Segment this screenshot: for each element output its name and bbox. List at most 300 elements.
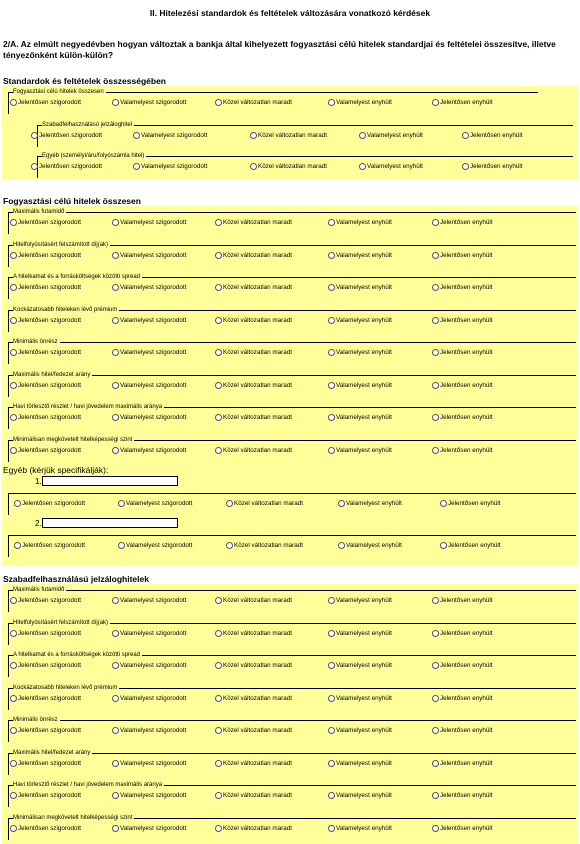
radio-option-label: Jelentősen enyhült bbox=[440, 349, 493, 356]
radio-option[interactable] bbox=[215, 382, 292, 390]
radio-option[interactable] bbox=[112, 630, 186, 638]
radio-option-label: Jelentősen enyhült bbox=[440, 727, 493, 734]
radio-option[interactable] bbox=[10, 382, 81, 390]
radio-option[interactable] bbox=[10, 727, 81, 735]
radio-option-label: Valamelyest enyhült bbox=[336, 694, 392, 702]
radio-option-label: Valamelyest szigorodott bbox=[120, 381, 187, 389]
radio-option-label: Közel változatlan maradt bbox=[234, 500, 303, 507]
radio-option[interactable] bbox=[31, 163, 102, 171]
radio-option-label: Jelentősen enyhült bbox=[448, 500, 501, 507]
radio-option[interactable] bbox=[14, 500, 85, 508]
group-border bbox=[8, 818, 9, 840]
radio-button-icon[interactable] bbox=[10, 662, 17, 669]
radio-option[interactable] bbox=[10, 317, 81, 325]
group-line bbox=[8, 590, 576, 591]
radio-option[interactable] bbox=[10, 825, 81, 833]
radio-option[interactable] bbox=[112, 760, 186, 768]
radio-option-label: Valamelyest szigorodott bbox=[120, 99, 187, 106]
radio-option[interactable] bbox=[10, 414, 81, 422]
radio-button-icon[interactable] bbox=[112, 597, 119, 604]
radio-button-icon[interactable] bbox=[328, 760, 335, 767]
radio-button-icon[interactable] bbox=[432, 727, 439, 734]
radio-button-icon[interactable] bbox=[432, 792, 439, 799]
radio-button-icon[interactable] bbox=[328, 317, 335, 324]
radio-option-label: Jelentősen szigorodott bbox=[18, 99, 82, 106]
radio-option-label: Valamelyest szigorodott bbox=[120, 446, 187, 454]
radio-option[interactable] bbox=[10, 792, 81, 800]
radio-option[interactable] bbox=[250, 163, 327, 171]
radio-button-icon[interactable] bbox=[10, 317, 17, 324]
radio-option-label: Valamelyest enyhült bbox=[336, 759, 392, 767]
radio-option[interactable] bbox=[10, 284, 81, 292]
question-text: 2/A. Az elmúlt negyedévben hogyan változtak a bankja által kihelyezett fogyasztási célú hitelek standardjai és feltételei összesítve, illetve tényezőnként külön-külön? bbox=[3, 39, 556, 60]
radio-button-icon[interactable] bbox=[328, 219, 335, 226]
radio-option-label: Valamelyest szigorodott bbox=[120, 694, 187, 702]
radio-button-icon[interactable] bbox=[10, 597, 17, 604]
radio-button-icon[interactable] bbox=[112, 630, 119, 637]
radio-option[interactable] bbox=[432, 414, 493, 422]
radio-button-icon[interactable] bbox=[432, 349, 439, 356]
radio-option[interactable] bbox=[328, 252, 392, 260]
radio-button-icon[interactable] bbox=[112, 317, 119, 324]
radio-button-icon[interactable] bbox=[462, 132, 469, 139]
radio-button-icon[interactable] bbox=[112, 382, 119, 389]
radio-option[interactable] bbox=[328, 317, 392, 325]
radio-option[interactable] bbox=[328, 825, 392, 833]
radio-option-label: Valamelyest enyhült bbox=[367, 132, 423, 139]
radio-button-icon[interactable] bbox=[440, 542, 447, 549]
radio-option[interactable] bbox=[215, 252, 292, 260]
radio-option[interactable] bbox=[328, 284, 392, 292]
radio-button-icon[interactable] bbox=[226, 542, 233, 549]
consumer-factor-1 bbox=[8, 241, 576, 269]
radio-button-icon[interactable] bbox=[112, 447, 119, 454]
radio-button-icon[interactable] bbox=[10, 695, 17, 702]
radio-button-icon[interactable] bbox=[432, 382, 439, 389]
radio-option[interactable] bbox=[432, 284, 493, 292]
radio-option[interactable] bbox=[328, 219, 392, 227]
radio-button-icon[interactable] bbox=[10, 825, 17, 832]
other-item-2-options bbox=[8, 531, 576, 559]
radio-button-icon[interactable] bbox=[432, 760, 439, 767]
radio-button-icon[interactable] bbox=[432, 284, 439, 291]
radio-option[interactable] bbox=[226, 500, 303, 508]
radio-option[interactable] bbox=[338, 542, 402, 550]
mortgage-factor-7 bbox=[8, 814, 576, 842]
radio-option[interactable] bbox=[112, 727, 186, 735]
radio-option-label: Valamelyest szigorodott bbox=[120, 349, 187, 356]
radio-option-label: Valamelyest szigorodott bbox=[126, 500, 193, 507]
mortgage-factor-0 bbox=[8, 586, 576, 614]
radio-option[interactable] bbox=[31, 132, 102, 140]
radio-option[interactable] bbox=[215, 825, 292, 833]
radio-option-label: Jelentősen szigorodott bbox=[18, 662, 82, 669]
radio-button-icon[interactable] bbox=[10, 792, 17, 799]
radio-option-label: Valamelyest enyhült bbox=[336, 99, 392, 106]
group-label: Egyéb (személyi/áru/folyószámla hitel) bbox=[42, 153, 145, 159]
radio-option[interactable] bbox=[328, 447, 392, 455]
radio-button-icon[interactable] bbox=[10, 99, 17, 106]
radio-button-icon[interactable] bbox=[440, 500, 447, 507]
radio-button-icon[interactable] bbox=[215, 99, 222, 106]
radio-button-icon[interactable] bbox=[10, 219, 17, 226]
radio-option[interactable] bbox=[328, 792, 392, 800]
group-border bbox=[8, 655, 9, 677]
radio-button-icon[interactable] bbox=[432, 447, 439, 454]
radio-button-icon[interactable] bbox=[112, 760, 119, 767]
radio-option-label: Valamelyest enyhült bbox=[336, 446, 392, 454]
radio-option[interactable] bbox=[10, 760, 81, 768]
radio-button-icon[interactable] bbox=[215, 414, 222, 421]
group-mortgage bbox=[37, 121, 573, 149]
radio-button-icon[interactable] bbox=[328, 349, 335, 356]
radio-button-icon[interactable] bbox=[359, 132, 366, 139]
radio-option[interactable] bbox=[10, 349, 81, 357]
other-title: Egyéb (kérjük specifikálják): bbox=[3, 465, 109, 475]
other-item-1-options bbox=[8, 489, 576, 517]
radio-button-icon[interactable] bbox=[215, 349, 222, 356]
radio-button-icon[interactable] bbox=[432, 597, 439, 604]
radio-option-label: Valamelyest enyhült bbox=[367, 163, 423, 170]
radio-button-icon[interactable] bbox=[328, 99, 335, 106]
radio-option[interactable] bbox=[215, 630, 292, 638]
radio-option-label: Közel változatlan maradt bbox=[223, 824, 292, 832]
radio-option[interactable] bbox=[10, 695, 81, 703]
radio-button-icon[interactable] bbox=[10, 630, 17, 637]
radio-option[interactable] bbox=[432, 695, 493, 703]
radio-option[interactable] bbox=[462, 163, 523, 171]
radio-option[interactable] bbox=[215, 727, 292, 735]
page-title: II. Hitelezési standardok és feltételek változására vonatkozó kérdések bbox=[149, 8, 431, 18]
radio-option-label: Valamelyest szigorodott bbox=[120, 219, 187, 226]
radio-button-icon[interactable] bbox=[328, 662, 335, 669]
radio-button-icon[interactable] bbox=[328, 792, 335, 799]
radio-button-icon[interactable] bbox=[328, 695, 335, 702]
radio-button-icon[interactable] bbox=[432, 317, 439, 324]
radio-button-icon[interactable] bbox=[432, 630, 439, 637]
radio-button-icon[interactable] bbox=[215, 760, 222, 767]
radio-button-icon[interactable] bbox=[10, 760, 17, 767]
radio-option[interactable] bbox=[432, 382, 493, 390]
radio-option-label: Jelentősen szigorodott bbox=[18, 824, 82, 832]
radio-button-icon[interactable] bbox=[31, 163, 38, 170]
radio-button-icon[interactable] bbox=[112, 662, 119, 669]
radio-button-icon[interactable] bbox=[328, 727, 335, 734]
radio-button-icon[interactable] bbox=[432, 825, 439, 832]
group-label: Fogyasztási célú hitelek összesen bbox=[13, 89, 104, 95]
radio-option-label: Valamelyest enyhült bbox=[336, 662, 392, 669]
radio-button-icon[interactable] bbox=[112, 695, 119, 702]
radio-option[interactable] bbox=[328, 414, 392, 422]
radio-option[interactable] bbox=[112, 284, 186, 292]
group-border bbox=[8, 623, 9, 645]
radio-button-icon[interactable] bbox=[328, 825, 335, 832]
radio-option[interactable] bbox=[432, 760, 493, 768]
radio-option[interactable] bbox=[215, 597, 292, 605]
radio-option-label: Jelentősen szigorodott bbox=[18, 694, 82, 702]
radio-option[interactable] bbox=[432, 792, 493, 800]
radio-button-icon[interactable] bbox=[133, 163, 140, 170]
mortgage-factor-1 bbox=[8, 619, 576, 647]
radio-option[interactable] bbox=[215, 760, 292, 768]
radio-button-icon[interactable] bbox=[10, 252, 17, 259]
radio-option[interactable] bbox=[215, 662, 292, 670]
radio-button-icon[interactable] bbox=[10, 382, 17, 389]
radio-button-icon[interactable] bbox=[215, 447, 222, 454]
radio-option-label: Jelentősen enyhült bbox=[440, 219, 493, 226]
radio-option[interactable] bbox=[432, 597, 493, 605]
radio-option[interactable] bbox=[359, 163, 423, 171]
radio-option[interactable] bbox=[112, 382, 186, 390]
radio-option[interactable] bbox=[328, 382, 392, 390]
radio-option-label: Valamelyest szigorodott bbox=[126, 542, 193, 549]
radio-option[interactable] bbox=[215, 695, 292, 703]
radio-option[interactable] bbox=[440, 500, 501, 508]
radio-option[interactable] bbox=[10, 630, 81, 638]
radio-option[interactable] bbox=[328, 662, 392, 670]
radio-button-icon[interactable] bbox=[215, 825, 222, 832]
radio-option[interactable] bbox=[215, 99, 292, 107]
radio-option[interactable] bbox=[432, 727, 493, 735]
radio-option[interactable] bbox=[215, 284, 292, 292]
consumer-factor-4 bbox=[8, 338, 576, 366]
radio-button-icon[interactable] bbox=[112, 99, 119, 106]
section-title-consumer: Fogyasztási célú hitelek összesen bbox=[3, 196, 141, 206]
radio-button-icon[interactable] bbox=[250, 132, 257, 139]
radio-option[interactable] bbox=[432, 317, 493, 325]
group-label: Hitelfolyósításért felszámított díj(ak) bbox=[13, 619, 109, 626]
radio-button-icon[interactable] bbox=[10, 727, 17, 734]
radio-option[interactable] bbox=[112, 414, 186, 422]
radio-option[interactable] bbox=[112, 662, 186, 670]
radio-option-label: Közel változatlan maradt bbox=[234, 542, 303, 549]
radio-option-label: Valamelyest szigorodott bbox=[120, 597, 187, 604]
radio-button-icon[interactable] bbox=[215, 317, 222, 324]
radio-option[interactable] bbox=[328, 727, 392, 735]
radio-option-label: Valamelyest enyhült bbox=[336, 349, 392, 356]
radio-option-label: Jelentősen enyhült bbox=[470, 163, 523, 170]
radio-option[interactable] bbox=[432, 349, 493, 357]
radio-option[interactable] bbox=[215, 349, 292, 357]
group-border bbox=[8, 277, 9, 299]
radio-option[interactable] bbox=[328, 597, 392, 605]
radio-option[interactable] bbox=[10, 252, 81, 260]
radio-option[interactable] bbox=[112, 349, 186, 357]
group-label: Minimális önrész bbox=[13, 717, 58, 723]
radio-button-icon[interactable] bbox=[10, 414, 17, 421]
radio-option[interactable] bbox=[133, 163, 207, 171]
radio-button-icon[interactable] bbox=[328, 597, 335, 604]
consumer-factor-2 bbox=[8, 273, 576, 301]
radio-option[interactable] bbox=[10, 219, 81, 227]
radio-button-icon[interactable] bbox=[328, 414, 335, 421]
radio-option[interactable] bbox=[10, 662, 81, 670]
radio-button-icon[interactable] bbox=[226, 500, 233, 507]
radio-button-icon[interactable] bbox=[328, 382, 335, 389]
radio-option[interactable] bbox=[328, 695, 392, 703]
radio-option[interactable] bbox=[10, 99, 81, 107]
radio-button-icon[interactable] bbox=[250, 163, 257, 170]
consumer-factor-5 bbox=[8, 371, 576, 399]
other-item-1-input[interactable] bbox=[42, 476, 178, 486]
radio-button-icon[interactable] bbox=[338, 500, 345, 507]
radio-option[interactable] bbox=[440, 542, 501, 550]
group-border bbox=[8, 92, 9, 114]
radio-button-icon[interactable] bbox=[432, 99, 439, 106]
radio-option[interactable] bbox=[359, 132, 423, 140]
group-label: Szabadfelhasználású jelzáloghitel bbox=[42, 122, 133, 128]
radio-option-label: Jelentősen enyhült bbox=[440, 824, 493, 832]
radio-button-icon[interactable] bbox=[215, 662, 222, 669]
radio-option[interactable] bbox=[112, 252, 186, 260]
section-title-overall: Standardok és feltételek összességében bbox=[3, 76, 166, 86]
radio-option-label: Közel változatlan maradt bbox=[258, 163, 327, 170]
group-border bbox=[8, 493, 9, 515]
group-label: Maximális hitel/fedezet arány bbox=[13, 371, 91, 378]
group-border bbox=[8, 720, 9, 742]
radio-button-icon[interactable] bbox=[215, 219, 222, 226]
radio-button-icon[interactable] bbox=[328, 630, 335, 637]
radio-option-label: Valamelyest szigorodott bbox=[120, 662, 187, 669]
radio-option-label: Valamelyest szigorodott bbox=[120, 284, 187, 291]
radio-button-icon[interactable] bbox=[215, 630, 222, 637]
radio-option-label: Jelentősen enyhült bbox=[440, 629, 493, 637]
radio-option-label: Valamelyest enyhült bbox=[346, 542, 402, 549]
group-label: Maximális futamidő bbox=[13, 209, 65, 215]
radio-button-icon[interactable] bbox=[215, 382, 222, 389]
radio-button-icon[interactable] bbox=[14, 500, 21, 507]
radio-option[interactable] bbox=[118, 542, 192, 550]
radio-button-icon[interactable] bbox=[215, 284, 222, 291]
mortgage-factor-5 bbox=[8, 749, 576, 777]
radio-option-label: Jelentősen szigorodott bbox=[39, 132, 103, 139]
radio-option[interactable] bbox=[10, 597, 81, 605]
radio-button-icon[interactable] bbox=[118, 500, 125, 507]
radio-button-icon[interactable] bbox=[328, 447, 335, 454]
radio-button-icon[interactable] bbox=[112, 414, 119, 421]
consumer-factor-6 bbox=[8, 403, 576, 431]
radio-option[interactable] bbox=[118, 500, 192, 508]
radio-option-label: Jelentősen szigorodott bbox=[18, 446, 82, 454]
group-border bbox=[8, 245, 9, 267]
radio-button-icon[interactable] bbox=[359, 163, 366, 170]
radio-button-icon[interactable] bbox=[112, 727, 119, 734]
radio-button-icon[interactable] bbox=[432, 414, 439, 421]
radio-button-icon[interactable] bbox=[133, 132, 140, 139]
group-border bbox=[8, 407, 9, 429]
radio-option-label: Valamelyest szigorodott bbox=[120, 759, 187, 767]
radio-button-icon[interactable] bbox=[328, 252, 335, 259]
radio-button-icon[interactable] bbox=[432, 252, 439, 259]
radio-option[interactable] bbox=[328, 99, 392, 107]
radio-button-icon[interactable] bbox=[215, 597, 222, 604]
radio-option[interactable] bbox=[338, 500, 402, 508]
radio-option[interactable] bbox=[432, 99, 493, 107]
radio-button-icon[interactable] bbox=[432, 695, 439, 702]
group-line bbox=[8, 342, 576, 343]
radio-option[interactable] bbox=[112, 695, 186, 703]
radio-option[interactable] bbox=[215, 219, 292, 227]
radio-button-icon[interactable] bbox=[215, 792, 222, 799]
radio-option[interactable] bbox=[462, 132, 523, 140]
radio-option[interactable] bbox=[432, 219, 493, 227]
radio-option[interactable] bbox=[328, 760, 392, 768]
radio-button-icon[interactable] bbox=[432, 219, 439, 226]
radio-option[interactable] bbox=[328, 349, 392, 357]
radio-option[interactable] bbox=[226, 542, 303, 550]
group-line bbox=[8, 212, 576, 213]
radio-button-icon[interactable] bbox=[10, 284, 17, 291]
radio-option[interactable] bbox=[112, 317, 186, 325]
radio-option[interactable] bbox=[215, 414, 292, 422]
group-line bbox=[8, 493, 576, 494]
radio-option[interactable] bbox=[328, 630, 392, 638]
radio-button-icon[interactable] bbox=[10, 447, 17, 454]
radio-button-icon[interactable] bbox=[118, 542, 125, 549]
radio-button-icon[interactable] bbox=[432, 662, 439, 669]
radio-button-icon[interactable] bbox=[112, 792, 119, 799]
radio-option[interactable] bbox=[14, 542, 85, 550]
radio-option[interactable] bbox=[215, 792, 292, 800]
radio-button-icon[interactable] bbox=[215, 727, 222, 734]
group-border bbox=[8, 440, 9, 462]
radio-option[interactable] bbox=[215, 447, 292, 455]
radio-option[interactable] bbox=[112, 825, 186, 833]
group-label: Maximális futamidő bbox=[13, 587, 65, 593]
radio-option-label: Valamelyest enyhült bbox=[336, 414, 392, 421]
radio-option[interactable] bbox=[250, 132, 327, 140]
radio-button-icon[interactable] bbox=[338, 542, 345, 549]
radio-button-icon[interactable] bbox=[215, 252, 222, 259]
radio-option[interactable] bbox=[432, 825, 493, 833]
consumer-factor-7 bbox=[8, 436, 576, 464]
radio-option-label: Jelentősen enyhült bbox=[440, 694, 493, 702]
radio-button-icon[interactable] bbox=[112, 252, 119, 259]
other-item-2-input[interactable] bbox=[42, 518, 178, 528]
radio-button-icon[interactable] bbox=[462, 163, 469, 170]
radio-option-label: Jelentősen szigorodott bbox=[18, 597, 82, 604]
radio-option[interactable] bbox=[112, 219, 186, 227]
group-border bbox=[8, 535, 9, 557]
radio-option[interactable] bbox=[10, 447, 81, 455]
radio-option[interactable] bbox=[112, 447, 186, 455]
radio-button-icon[interactable] bbox=[215, 695, 222, 702]
radio-button-icon[interactable] bbox=[112, 349, 119, 356]
radio-option[interactable] bbox=[112, 99, 186, 107]
group-label: Kockázatosabb hiteleken lévő prémium bbox=[13, 306, 118, 313]
radio-option-label: Valamelyest enyhült bbox=[336, 284, 392, 291]
radio-button-icon[interactable] bbox=[10, 349, 17, 356]
mortgage-factor-4 bbox=[8, 716, 576, 744]
radio-option[interactable] bbox=[432, 447, 493, 455]
radio-button-icon[interactable] bbox=[112, 825, 119, 832]
radio-option[interactable] bbox=[432, 662, 493, 670]
radio-option[interactable] bbox=[112, 597, 186, 605]
radio-option-label: Közel változatlan maradt bbox=[223, 381, 292, 389]
radio-button-icon[interactable] bbox=[112, 219, 119, 226]
radio-option-label: Valamelyest enyhült bbox=[336, 219, 392, 226]
radio-option[interactable] bbox=[215, 317, 292, 325]
radio-option[interactable] bbox=[432, 630, 493, 638]
radio-button-icon[interactable] bbox=[328, 284, 335, 291]
radio-option[interactable] bbox=[112, 792, 186, 800]
group-label: Minimálisan megkövetelt hitelképességi szint bbox=[13, 814, 133, 821]
radio-option[interactable] bbox=[133, 132, 207, 140]
radio-button-icon[interactable] bbox=[31, 132, 38, 139]
radio-button-icon[interactable] bbox=[14, 542, 21, 549]
radio-option[interactable] bbox=[432, 252, 493, 260]
radio-button-icon[interactable] bbox=[112, 284, 119, 291]
